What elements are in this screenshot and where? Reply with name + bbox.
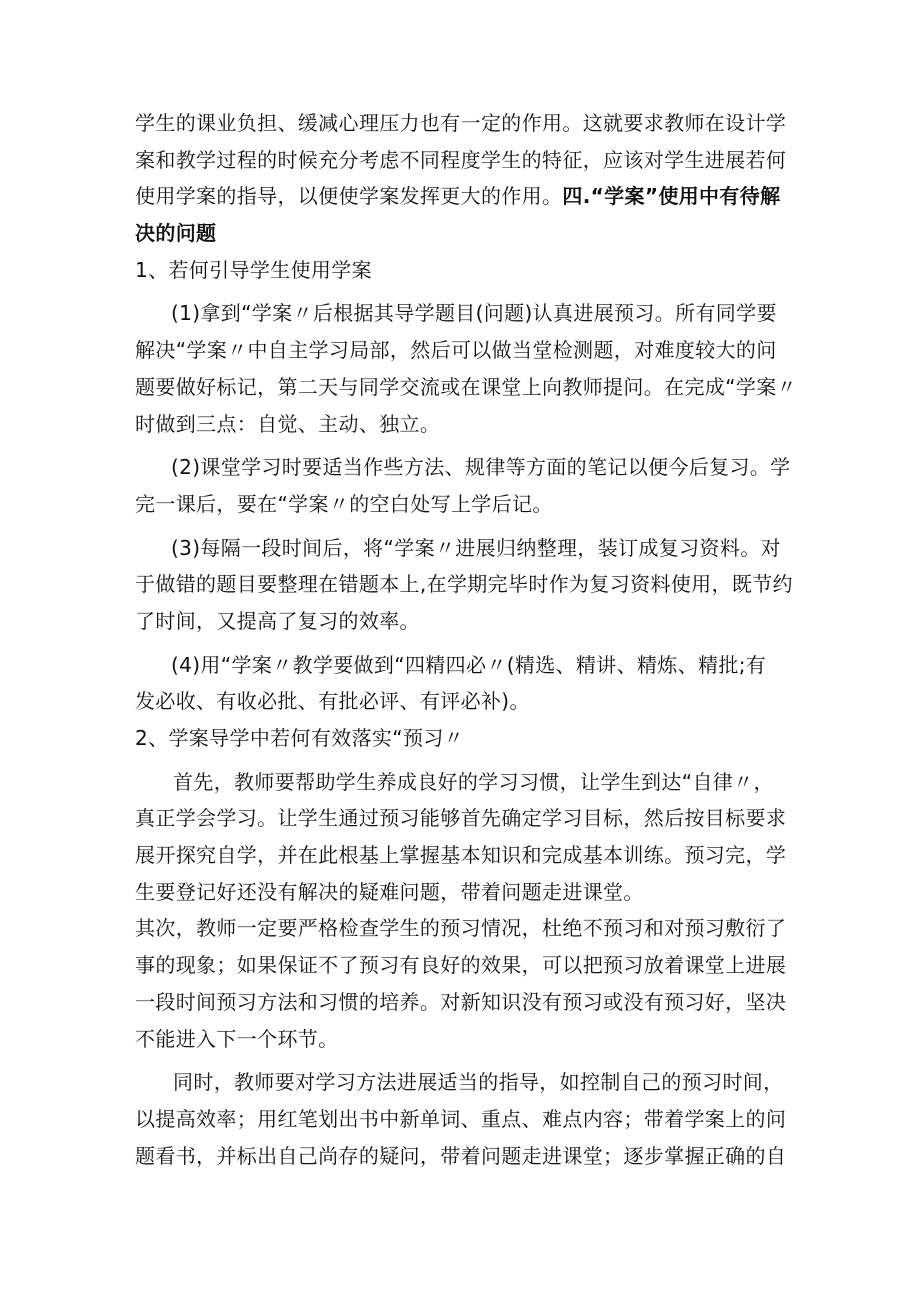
text-line: (3)每隔一段时间后，将“学案〃进展归纳整理，装订成复习资料。对 (171, 535, 781, 560)
subsection-heading: 1、若何引导学生使用学案 (135, 257, 372, 282)
text-line: (1)拿到“学案〃后根据其导学题目(问题)认真进展预习。所有同学要 (171, 301, 777, 326)
text-line: 展开探究自学，并在此根基上掌握基本知识和完成基本训练。预习完，学 (135, 843, 787, 868)
text-line: 题看书，并标出自己尚存的疑问，带着问题走进课堂；逐步掌握正确的自 (135, 1143, 787, 1168)
text-line: 事的现象；如果保证不了预习有良好的效果，可以把预习放着课堂上进展 (135, 953, 787, 978)
document-body (135, 113, 795, 1182)
text-line: 真正学会学习。让学生通过预习能够首先确定学习目标，然后按目标要求 (135, 806, 787, 831)
text-line: (4)用“学案〃教学要做到“四精四必〃(精选、精讲、精炼、精批;有 (171, 652, 767, 677)
text-line: 题要做好标记，第二天与同学交流或在课堂上向教师提问。在完成“学案〃 (135, 374, 797, 399)
text-line: 不能进入下一个环节。 (135, 1026, 339, 1051)
text-line (135, 186, 795, 223)
text-line: 首先，教师要帮助学生养成良好的学习习惯，让学生到达“自律〃， (173, 769, 774, 794)
text-line: 以提高效率；用红笔划出书中新单词、重点、难点内容；带着学案上的问 (135, 1106, 787, 1131)
section-heading: 决的问题 (135, 221, 217, 246)
text-line: 生要登记好还没有解决的疑难问题，带着问题走进课堂。 (135, 879, 644, 904)
text-line: (2)课堂学习时要适当作些方法、规律等方面的笔记以便今后复习。学 (171, 455, 791, 480)
text-line: 同时，教师要对学习方法进展适当的指导，如控制自己的预习时间， (173, 1070, 784, 1095)
text-line: 了时间，又提高了复习的效率。 (135, 608, 420, 633)
text-line: 案和教学过程的时候充分考虑不同程度学生的特征，应该对学生进展若何 (135, 147, 787, 172)
text-line: 一段时间预习方法和习惯的培养。对新知识没有预习或没有预习好，坚决 (135, 989, 787, 1014)
text-line: 解决“学案〃中自主学习局部，然后可以做当堂检测题，对难度较大的问 (135, 338, 777, 363)
text-line: 学生的课业负担、缓减心理压力也有一定的作用。这就要求教师在设计学 (135, 111, 787, 135)
text-line: 发必收、有收必批、有批必评、有评必补)。 (135, 689, 530, 714)
text-line: 完一课后，要在“学案〃的空白处写上学后记。 (135, 491, 553, 516)
section-heading: 四.“学案”使用中有待解 (562, 184, 781, 209)
text-line: 时做到三点：自觉、主动、独立。 (135, 411, 441, 436)
text-line: 于做错的题目要整理在错题本上,在学期完毕时作为复习资料使用，既节约 (135, 572, 793, 597)
text-line: 其次，教师一定要严格检查学生的预习情况，杜绝不预习和对预习敷衍了 (135, 916, 787, 941)
subsection-heading: 2、学案导学中若何有效落实“预习〃 (135, 726, 465, 750)
text-run: 使用学案的指导，以便使学案发挥更大的作用。 (135, 184, 563, 209)
